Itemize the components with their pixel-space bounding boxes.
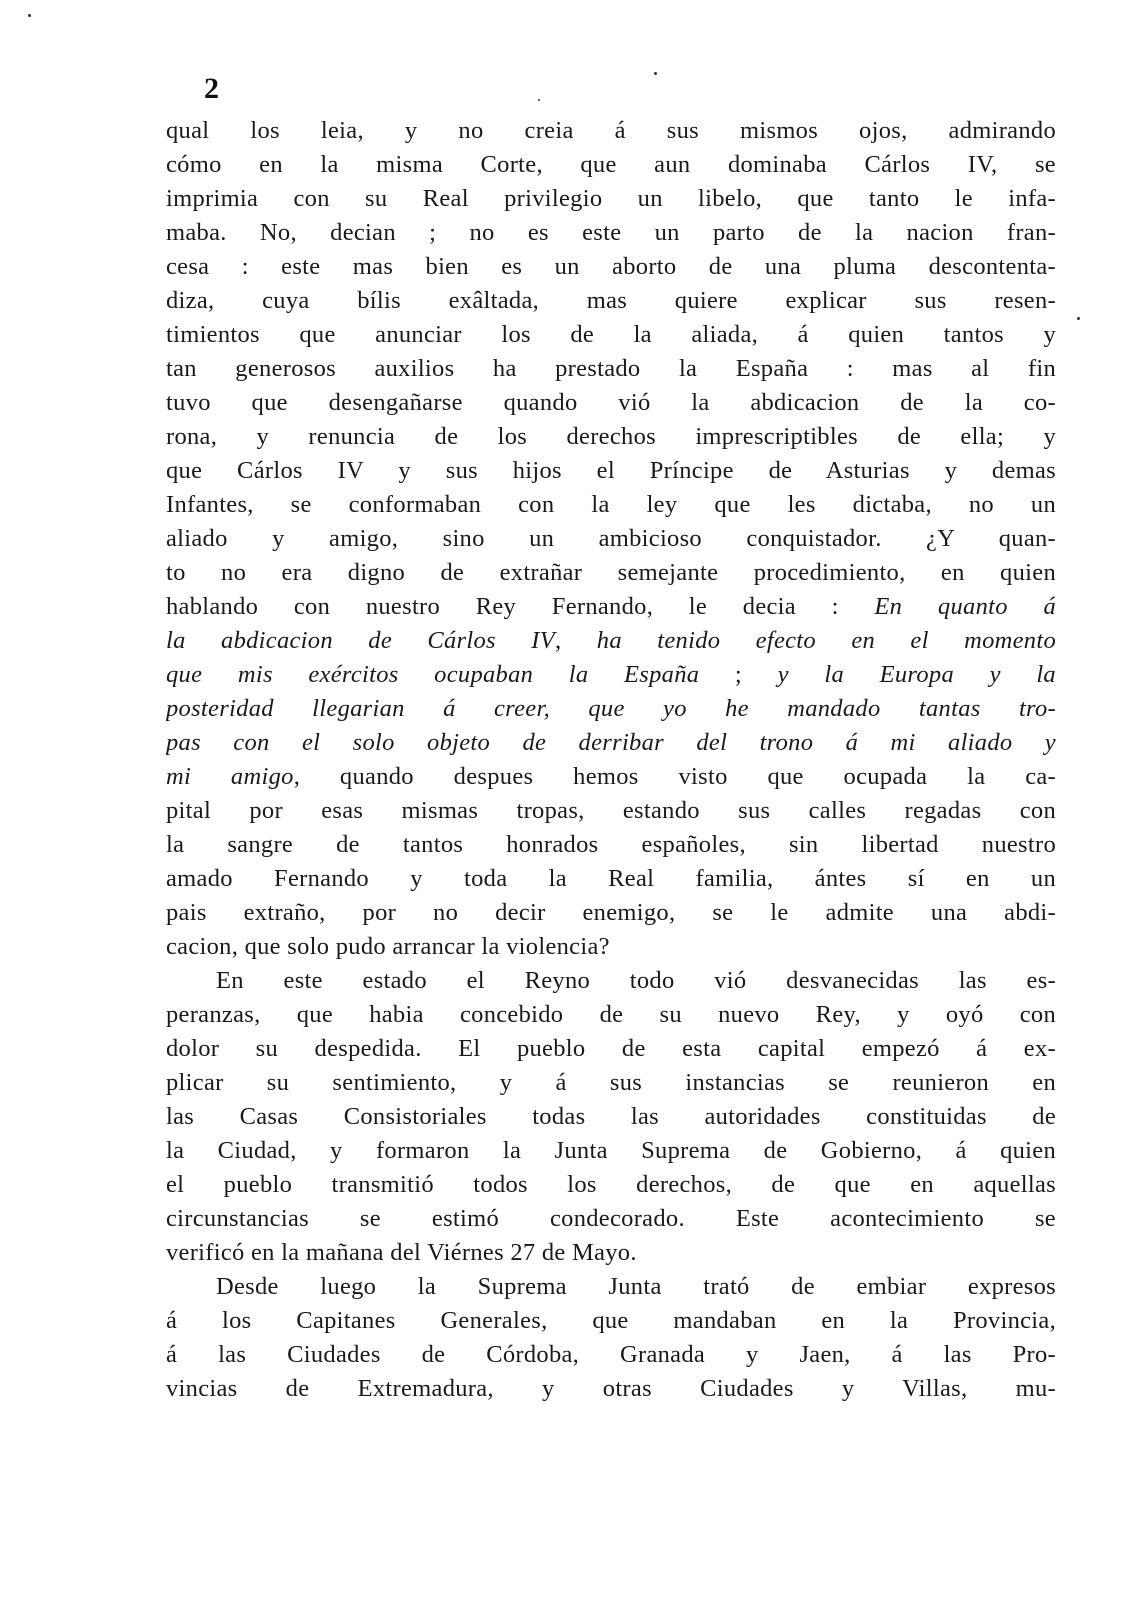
text-line	[166, 1134, 1056, 1168]
italic-segment: mi amigo	[166, 763, 294, 790]
text-line	[166, 726, 1056, 760]
text-line	[166, 590, 1056, 624]
text-line	[166, 930, 1056, 964]
text-segment: verificó en la mañana del Viérnes 27 de Mayo.	[166, 1239, 637, 1266]
text-segment: peranzas, que habia concebido de su nuevo Rey, y oyó con	[166, 1001, 1056, 1028]
text-segment: maba. No, decian ; no es este un parto de la nacion fran-	[166, 219, 1056, 246]
text-segment: qual los leia, y no creia á sus mismos ojos, admirando	[166, 117, 1056, 144]
italic-segment: que mis exércitos ocupaban la España	[166, 661, 700, 688]
text-segment: tan generosos auxilios ha prestado la España : mas al fin	[166, 355, 1056, 382]
text-segment: vincias de Extremadura, y otras Ciudades y Villas, mu-	[166, 1375, 1056, 1402]
text-line	[166, 148, 1056, 182]
text-segment: amado Fernando y toda la Real familia, ántes sí en un	[166, 865, 1056, 892]
text-line	[166, 522, 1056, 556]
text-line	[166, 250, 1056, 284]
text-segment: á los Capitanes Generales, que mandaban en la Provincia,	[166, 1307, 1056, 1334]
text-line	[166, 658, 1056, 692]
text-segment: dolor su despedida. El pueblo de esta capital empezó á ex-	[166, 1035, 1056, 1062]
text-segment: á las Ciudades de Córdoba, Granada y Jaen, á las Pro-	[166, 1341, 1056, 1368]
text-segment: diza, cuya bílis exâltada, mas quiere explicar sus resen-	[166, 287, 1056, 314]
ink-speck	[28, 14, 31, 17]
text-segment: circunstancias se estimó condecorado. Este acontecimiento se	[166, 1205, 1056, 1232]
italic-segment: la abdicacion de Cárlos IV	[166, 627, 555, 654]
italic-segment: pas con el solo objeto de derribar del trono á mi aliado y	[166, 729, 1056, 756]
text-line	[166, 1032, 1056, 1066]
text-line	[166, 488, 1056, 522]
text-segment: la Ciudad, y formaron la Junta Suprema de Gobierno, á quien	[166, 1137, 1056, 1164]
text-line	[166, 828, 1056, 862]
text-line	[166, 862, 1056, 896]
text-segment: cesa : este mas bien es un aborto de una pluma descontenta-	[166, 253, 1056, 280]
text-line	[166, 352, 1056, 386]
text-segment: las Casas Consistoriales todas las autoridades constituidas de	[166, 1103, 1056, 1130]
text-segment: cacion, que solo pudo arrancar la violencia?	[166, 933, 610, 960]
text-line	[166, 216, 1056, 250]
text-line	[166, 1338, 1056, 1372]
text-line	[166, 556, 1056, 590]
text-line	[166, 454, 1056, 488]
text-line	[166, 794, 1056, 828]
text-segment: tuvo que desengañarse quando vió la abdicacion de la co-	[166, 389, 1056, 416]
italic-segment: En quanto á	[874, 593, 1056, 620]
text-segment: cómo en la misma Corte, que aun dominaba Cárlos IV, se	[166, 151, 1056, 178]
text-line	[166, 1168, 1056, 1202]
text-segment: aliado y amigo, sino un ambicioso conquistador. ¿Y quan-	[166, 525, 1056, 552]
body-text	[166, 114, 1056, 1406]
text-segment: pais extraño, por no decir enemigo, se le admite una abdi-	[166, 899, 1056, 926]
text-line	[166, 1066, 1056, 1100]
text-line	[166, 998, 1056, 1032]
text-segment: En este estado el Reyno todo vió desvanecidas las es-	[216, 967, 1056, 994]
text-segment: Infantes, se conformaban con la ley que les dictaba, no un	[166, 491, 1056, 518]
text-line	[166, 624, 1056, 658]
text-segment: la sangre de tantos honrados españoles, sin libertad nuestro	[166, 831, 1056, 858]
ink-speck	[538, 99, 540, 101]
text-line	[166, 420, 1056, 454]
text-line	[166, 896, 1056, 930]
text-line	[166, 1236, 1056, 1270]
text-segment: imprimia con su Real privilegio un libelo, que tanto le infa-	[166, 185, 1056, 212]
text-segment: hablando con nuestro Rey Fernando, le decia :	[166, 593, 875, 620]
text-line	[166, 1202, 1056, 1236]
text-line	[166, 182, 1056, 216]
text-segment: ;	[699, 661, 778, 688]
italic-segment: posteridad llegarian á creer, que yo he mandado tantas tro-	[166, 695, 1056, 722]
text-segment: pital por esas mismas tropas, estando sus calles regadas con	[166, 797, 1056, 824]
italic-segment: y la Europa y la	[777, 661, 1056, 688]
italic-segment: ha tenido efecto en el momento	[596, 627, 1056, 654]
ink-speck	[654, 72, 657, 75]
text-segment: rona, y renuncia de los derechos imprescriptibles de ella; y	[166, 423, 1056, 450]
text-segment: plicar su sentimiento, y á sus instancias se reunieron en	[166, 1069, 1056, 1096]
text-line	[166, 1372, 1056, 1406]
text-line	[166, 1270, 1056, 1304]
text-segment: , quando despues hemos visto que ocupada la ca-	[293, 763, 1056, 790]
page-number: 2	[204, 72, 219, 105]
text-line	[166, 1304, 1056, 1338]
text-line	[166, 1100, 1056, 1134]
text-segment: Desde luego la Suprema Junta trató de embiar expresos	[216, 1273, 1056, 1300]
text-line	[166, 760, 1056, 794]
ink-speck	[1077, 317, 1080, 320]
text-line	[166, 318, 1056, 352]
text-segment: que Cárlos IV y sus hijos el Príncipe de Asturias y demas	[166, 457, 1056, 484]
text-line	[166, 692, 1056, 726]
text-segment: to no era digno de extrañar semejante procedimiento, en quien	[166, 559, 1056, 586]
text-line	[166, 114, 1056, 148]
text-line	[166, 284, 1056, 318]
text-segment: ,	[554, 627, 597, 654]
text-segment: timientos que anunciar los de la aliada, á quien tantos y	[166, 321, 1056, 348]
text-segment: el pueblo transmitió todos los derechos, de que en aquellas	[166, 1171, 1056, 1198]
text-line	[166, 386, 1056, 420]
text-line	[166, 964, 1056, 998]
